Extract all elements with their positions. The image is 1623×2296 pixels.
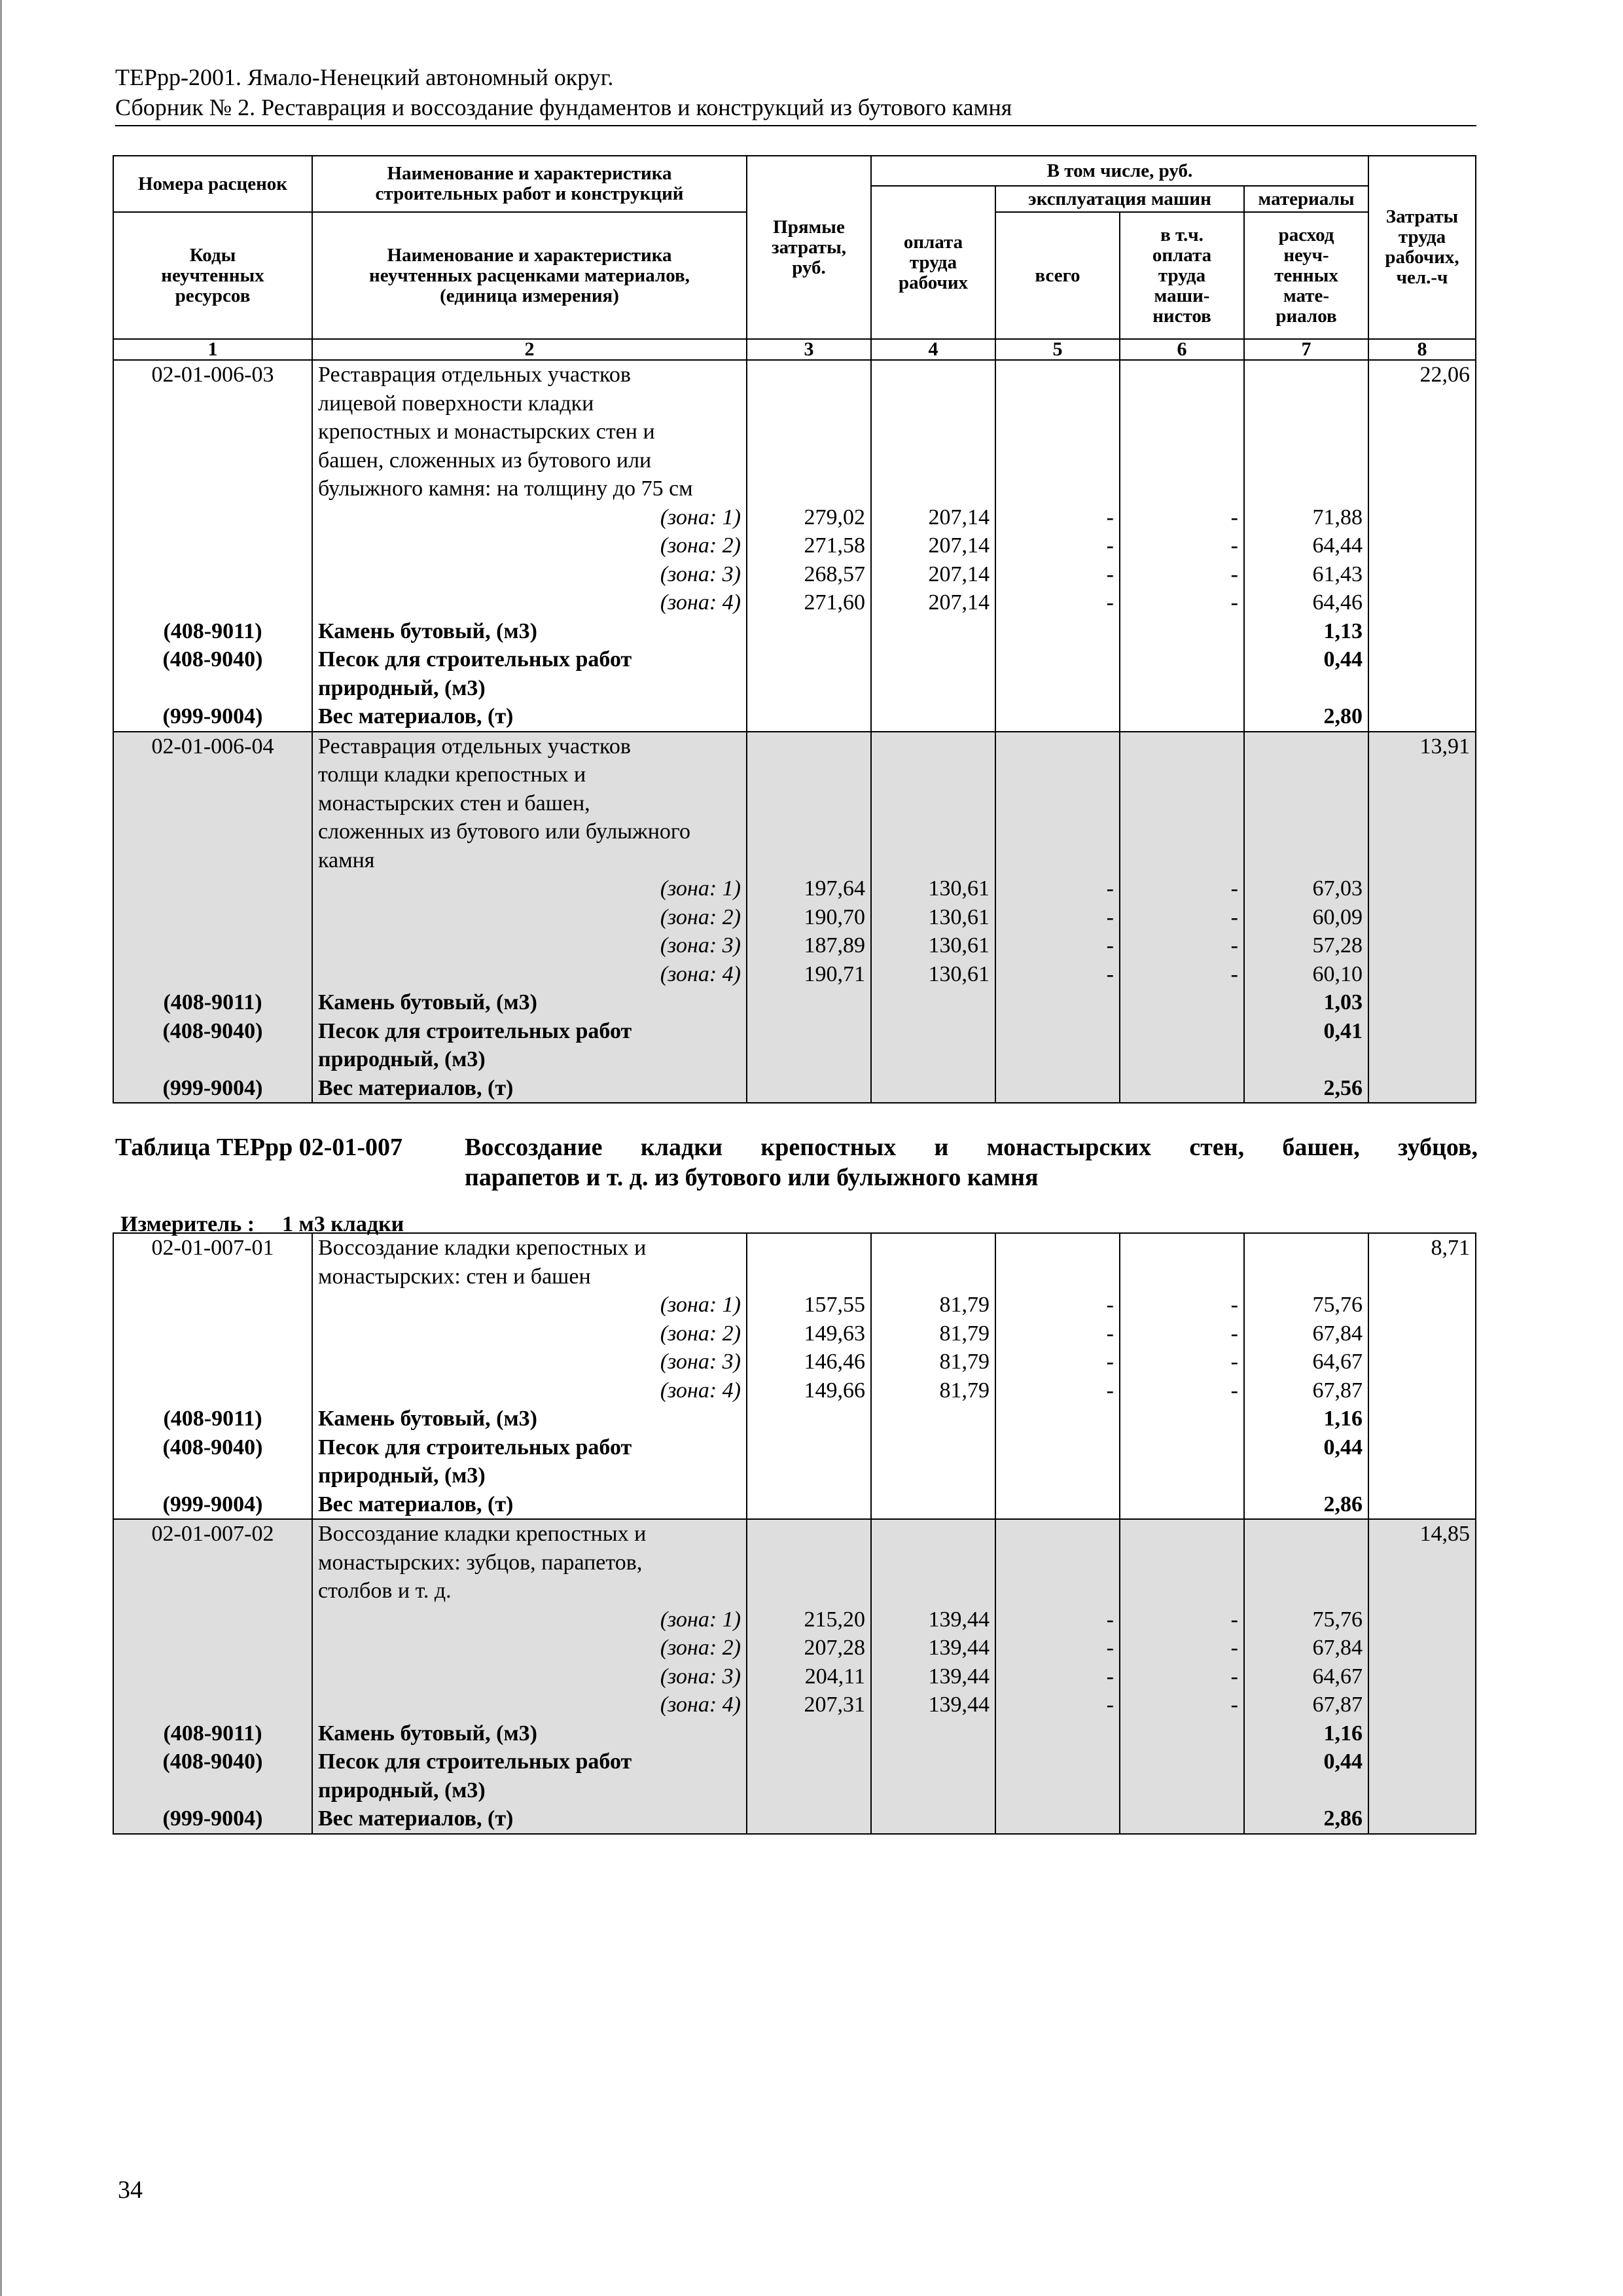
operator-wage: - [1230,1607,1238,1632]
resource-code: (999-9004) [162,704,263,728]
running-header-subtitle: Сборник № 2. Реставрация и воссоздание фундаментов и конструкций из бутового камня [115,94,1012,120]
col-direct-costs: Прямые затраты, руб. [747,156,871,339]
operator-wage: - [1230,1636,1238,1660]
resource-code: (408-9011) [163,990,262,1014]
labor-cost: 8,71 [1431,1236,1470,1260]
worker-wage: 130,61 [928,933,990,958]
materials-cost: 60,10 [1312,961,1363,986]
worker-wage: 139,44 [928,1693,990,1717]
zone-label: (зона: 4) [660,590,741,615]
material-name: Вес материалов, (т) [318,1075,514,1100]
rates-table-1 [113,155,1476,1103]
resource-code: (408-9011) [163,1721,262,1746]
materials-cost: 64,67 [1312,1664,1363,1689]
zone-label: (зона: 4) [660,1693,741,1717]
zone-label: (зона: 3) [660,1664,741,1689]
machines-total: - [1106,562,1114,586]
operator-wage: - [1230,533,1238,558]
material-name: Камень бутовый, (м3) [318,1407,537,1431]
zone-label: (зона: 1) [660,505,741,529]
materials-cost: 64,44 [1312,533,1363,558]
machines-total: - [1106,1664,1114,1689]
col-resource-codes: Коды неучтенных ресурсов [113,212,312,339]
material-quantity: 2,56 [1323,1075,1363,1100]
zone-label: (зона: 1) [660,1293,741,1317]
col-machines: эксплуатация машин [995,186,1244,212]
material-name: Песок для строительных работ [318,647,632,672]
col-worker-wage: оплата труда рабочих [871,186,995,339]
labor-cost: 22,06 [1419,363,1470,387]
material-name: Песок для строительных работ [318,1435,632,1460]
operator-wage: - [1230,1350,1238,1374]
zone-label: (зона: 2) [660,905,741,929]
work-description-line: Реставрация отдельных участков [318,734,631,759]
direct-cost: 271,60 [804,590,865,615]
rates-table-2 [113,1232,1476,1835]
material-quantity: 2,86 [1323,1806,1363,1831]
material-name: Вес материалов, (т) [318,1492,514,1516]
materials-cost: 67,84 [1312,1321,1363,1346]
work-description-line: крепостных и монастырских стен и [318,420,655,444]
zone-label: (зона: 1) [660,876,741,901]
worker-wage: 207,14 [928,505,990,529]
materials-cost: 71,88 [1312,505,1363,529]
machines-total: - [1106,1378,1114,1403]
table-body [113,360,1476,1103]
work-description-line: булыжного камня: на толщину до 75 см [318,476,693,501]
materials-cost: 64,67 [1312,1350,1363,1374]
work-description-line: столбов и т. д. [318,1579,452,1603]
work-description-line: Реставрация отдельных участков [318,363,631,387]
worker-wage: 130,61 [928,961,990,986]
direct-cost: 146,46 [804,1350,865,1374]
work-description-line: лицевой поверхности кладки [318,391,594,416]
materials-cost: 75,76 [1312,1607,1363,1632]
col-number: 6 [1120,339,1244,360]
worker-wage: 139,44 [928,1636,990,1660]
worker-wage: 207,14 [928,533,990,558]
direct-cost: 271,58 [804,533,865,558]
zone-label: (зона: 1) [660,1607,741,1632]
resource-code: (408-9040) [162,647,263,672]
worker-wage: 130,61 [928,905,990,929]
zone-label: (зона: 2) [660,1636,741,1660]
direct-cost: 187,89 [804,933,865,958]
col-number: 5 [995,339,1120,360]
material-name: Камень бутовый, (м3) [318,990,537,1014]
material-name: природный, (м3) [318,1463,486,1488]
table-label: Таблица ТЕРрр 02-01-007 [115,1134,403,1161]
page-number: 34 [118,2176,143,2204]
col-material-names: Наименование и характеристика неучтенных расценками материалов, (единица измерения) [312,212,747,339]
table-title-line-1: Воссоздание кладки крепостных и монастырских стен, башен, зубцов, [465,1134,1478,1161]
operator-wage: - [1230,1378,1238,1403]
col-materials: материалы [1244,186,1368,212]
resource-code: (999-9004) [162,1806,263,1831]
resource-code: (408-9011) [163,619,262,643]
materials-cost: 61,43 [1312,562,1363,586]
resource-code: (408-9040) [162,1749,263,1774]
material-name: Камень бутовый, (м3) [318,1721,537,1746]
col-machines-total: всего [995,212,1120,339]
work-description-line: толщи кладки крепостных и [318,762,586,787]
material-name: Вес материалов, (т) [318,704,514,728]
materials-cost: 67,87 [1312,1378,1363,1403]
work-description-line: монастырских: стен и башен [318,1264,591,1289]
materials-cost: 67,87 [1312,1693,1363,1717]
rate-row [113,1233,1476,1519]
worker-wage: 81,79 [939,1293,990,1317]
machines-total: - [1106,1293,1114,1317]
measure-value: 1 м3 кладки [282,1212,404,1236]
direct-cost: 190,70 [804,905,865,929]
direct-cost: 279,02 [804,505,865,529]
table-body [113,1233,1476,1834]
col-number: 8 [1368,339,1476,360]
table-header [113,156,1476,360]
material-quantity: 1,16 [1323,1407,1363,1431]
table-title-line-2: парапетов и т. д. из бутового или булыжного камня [465,1164,1039,1191]
machines-total: - [1106,1636,1114,1660]
resource-code: (408-9011) [163,1407,262,1431]
worker-wage: 207,14 [928,562,990,586]
materials-cost: 60,09 [1312,905,1363,929]
worker-wage: 207,14 [928,590,990,615]
direct-cost: 215,20 [804,1607,865,1632]
machines-total: - [1106,533,1114,558]
operator-wage: - [1230,1321,1238,1346]
resource-code: (999-9004) [162,1492,263,1516]
machines-total: - [1106,1693,1114,1717]
machines-total: - [1106,961,1114,986]
rate-row [113,732,1476,1103]
col-including: В том числе, руб. [871,156,1368,186]
operator-wage: - [1230,933,1238,958]
material-quantity: 0,44 [1323,1749,1363,1774]
worker-wage: 139,44 [928,1607,990,1632]
worker-wage: 81,79 [939,1350,990,1374]
material-quantity: 0,44 [1323,1435,1363,1460]
zone-label: (зона: 3) [660,1350,741,1374]
rate-row [113,1519,1476,1834]
material-quantity: 2,80 [1323,704,1363,728]
resource-code: (408-9040) [162,1435,263,1460]
machines-total: - [1106,905,1114,929]
material-name: природный, (м3) [318,1047,486,1071]
direct-cost: 268,57 [804,562,865,586]
material-name: Вес материалов, (т) [318,1806,514,1831]
material-quantity: 2,86 [1323,1492,1363,1516]
col-number: 1 [113,339,312,360]
col-material-consumption: расход неуч- тенных мате- риалов [1244,212,1368,339]
col-number: 4 [871,339,995,360]
col-work-name: Наименование и характеристика строительных работ и конструкций [312,156,747,212]
direct-cost: 204,11 [804,1664,865,1689]
work-description-line: Воссоздание кладки крепостных и [318,1236,647,1260]
direct-cost: 207,31 [804,1693,865,1717]
operator-wage: - [1230,961,1238,986]
rate-row [113,360,1476,732]
material-name: природный, (м3) [318,1778,486,1803]
col-operator-wage: в т.ч. оплата труда маши- нистов [1120,212,1244,339]
direct-cost: 149,63 [804,1321,865,1346]
machines-total: - [1106,1607,1114,1632]
rate-code: 02-01-006-03 [151,363,274,387]
operator-wage: - [1230,562,1238,586]
direct-cost: 207,28 [804,1636,865,1660]
rate-code: 02-01-006-04 [151,734,274,759]
material-quantity: 0,44 [1323,647,1363,672]
col-rate-numbers: Номера расценок [113,156,312,212]
work-description-line: Воссоздание кладки крепостных и [318,1522,647,1546]
left-margin-line [0,0,2,2296]
resource-code: (999-9004) [162,1075,263,1100]
machines-total: - [1106,933,1114,958]
work-description-line: камня [318,848,375,872]
material-quantity: 1,03 [1323,990,1363,1014]
work-description-line: монастырских стен и башен, [318,791,590,816]
material-quantity: 1,16 [1323,1721,1363,1746]
col-labor: Затраты труда рабочих, чел.-ч [1368,156,1476,339]
col-number: 7 [1244,339,1368,360]
materials-cost: 67,84 [1312,1636,1363,1660]
operator-wage: - [1230,876,1238,901]
material-quantity: 1,13 [1323,619,1363,643]
materials-cost: 75,76 [1312,1293,1363,1317]
header-rule [115,125,1476,126]
operator-wage: - [1230,1664,1238,1689]
direct-cost: 157,55 [804,1293,865,1317]
machines-total: - [1106,1350,1114,1374]
rate-code: 02-01-007-01 [151,1236,274,1260]
worker-wage: 130,61 [928,876,990,901]
materials-cost: 57,28 [1312,933,1363,958]
zone-label: (зона: 4) [660,1378,741,1403]
machines-total: - [1106,1321,1114,1346]
running-header-title: ТЕРрр-2001. Ямало-Ненецкий автономный округ. [115,64,614,90]
work-description-line: башен, сложенных из бутового или [318,448,652,473]
zone-label: (зона: 2) [660,533,741,558]
worker-wage: 139,44 [928,1664,990,1689]
col-number: 3 [747,339,871,360]
material-name: Песок для строительных работ [318,1749,632,1774]
worker-wage: 81,79 [939,1378,990,1403]
zone-label: (зона: 3) [660,933,741,958]
operator-wage: - [1230,1693,1238,1717]
machines-total: - [1106,590,1114,615]
material-name: Песок для строительных работ [318,1018,632,1043]
resource-code: (408-9040) [162,1018,263,1043]
direct-cost: 149,66 [804,1378,865,1403]
rate-code: 02-01-007-02 [151,1522,274,1546]
material-name: Камень бутовый, (м3) [318,619,537,643]
operator-wage: - [1230,590,1238,615]
direct-cost: 190,71 [804,961,865,986]
worker-wage: 81,79 [939,1321,990,1346]
measure-label: Измеритель : [120,1212,255,1236]
operator-wage: - [1230,1293,1238,1317]
zone-label: (зона: 3) [660,562,741,586]
zone-label: (зона: 4) [660,961,741,986]
materials-cost: 67,03 [1312,876,1363,901]
materials-cost: 64,46 [1312,590,1363,615]
operator-wage: - [1230,505,1238,529]
col-number: 2 [312,339,747,360]
labor-cost: 13,91 [1419,734,1470,759]
work-description-line: монастырских: зубцов, парапетов, [318,1550,643,1575]
direct-cost: 197,64 [804,876,865,901]
material-name: природный, (м3) [318,675,486,700]
material-quantity: 0,41 [1323,1018,1363,1043]
work-description-line: сложенных из бутового или булыжного [318,819,691,844]
labor-cost: 14,85 [1419,1522,1470,1546]
operator-wage: - [1230,905,1238,929]
machines-total: - [1106,505,1114,529]
zone-label: (зона: 2) [660,1321,741,1346]
machines-total: - [1106,876,1114,901]
